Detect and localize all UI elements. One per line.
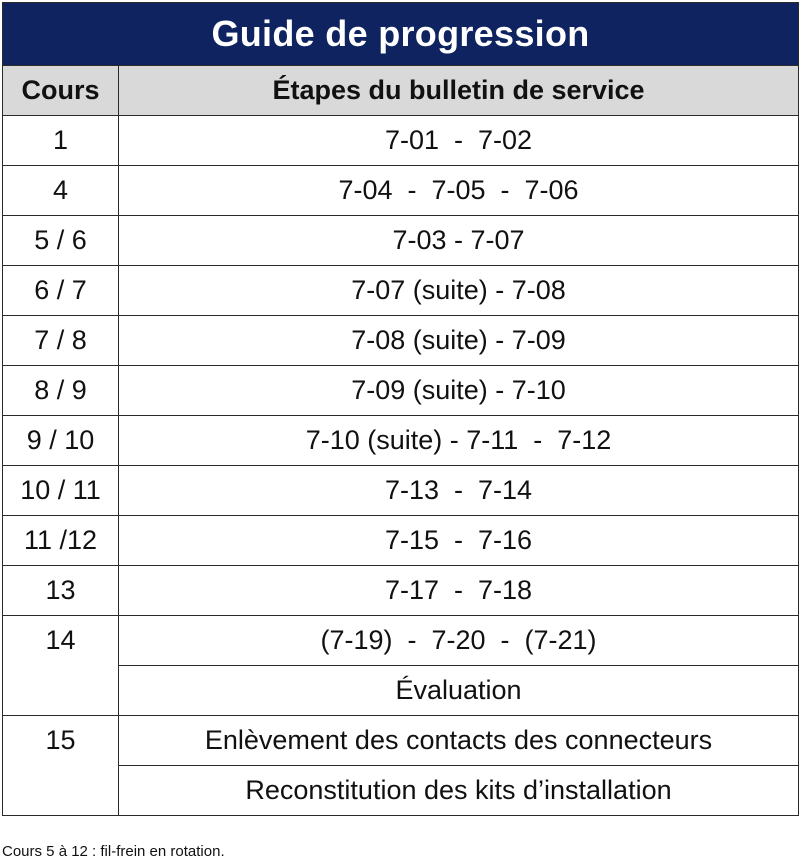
etapes-cell: 7-03 - 7-07 [119, 216, 799, 266]
table-row [3, 266, 799, 316]
etapes-cell: 7-07 (suite) - 7-08 [119, 266, 799, 316]
cours-cell: 5 / 6 [3, 216, 119, 266]
cours-cell: 13 [3, 566, 119, 616]
etapes-cell: 7-09 (suite) - 7-10 [119, 366, 799, 416]
header-cours: Cours [3, 66, 119, 116]
etapes-cell: Évaluation [119, 666, 799, 716]
header-etapes: Étapes du bulletin de service [119, 66, 799, 116]
cours-cell: 11 /12 [3, 516, 119, 566]
table-row [3, 216, 799, 266]
etapes-cell: 7-04 - 7-05 - 7-06 [119, 166, 799, 216]
table-row [3, 616, 799, 666]
cours-cell: 8 / 9 [3, 366, 119, 416]
table-row [3, 766, 799, 816]
etapes-cell: Enlèvement des contacts des connecteurs [119, 716, 799, 766]
footnote: Cours 5 à 12 : fil-frein en rotation. [2, 843, 225, 860]
table-row [3, 366, 799, 416]
cours-cell: 14 [3, 616, 119, 716]
table-body [3, 116, 799, 816]
table-row [3, 716, 799, 766]
cours-cell: 9 / 10 [3, 416, 119, 466]
etapes-cell: 7-10 (suite) - 7-11 - 7-12 [119, 416, 799, 466]
table-row [3, 666, 799, 716]
etapes-cell: 7-17 - 7-18 [119, 566, 799, 616]
table-row [3, 566, 799, 616]
table-row [3, 316, 799, 366]
cours-cell: 7 / 8 [3, 316, 119, 366]
etapes-cell: 7-15 - 7-16 [119, 516, 799, 566]
cours-cell: 4 [3, 166, 119, 216]
etapes-cell: 7-13 - 7-14 [119, 466, 799, 516]
etapes-cell: Reconstitution des kits d’installation [119, 766, 799, 816]
table-row [3, 166, 799, 216]
etapes-cell: (7-19) - 7-20 - (7-21) [119, 616, 799, 666]
etapes-cell: 7-08 (suite) - 7-09 [119, 316, 799, 366]
progression-guide-table [2, 2, 799, 816]
table-row [3, 516, 799, 566]
table-row [3, 416, 799, 466]
cours-cell: 10 / 11 [3, 466, 119, 516]
cours-cell: 6 / 7 [3, 266, 119, 316]
table-row [3, 466, 799, 516]
table-title: Guide de progression [3, 3, 799, 66]
table-row [3, 116, 799, 166]
cours-cell: 1 [3, 116, 119, 166]
cours-cell: 15 [3, 716, 119, 816]
etapes-cell: 7-01 - 7-02 [119, 116, 799, 166]
